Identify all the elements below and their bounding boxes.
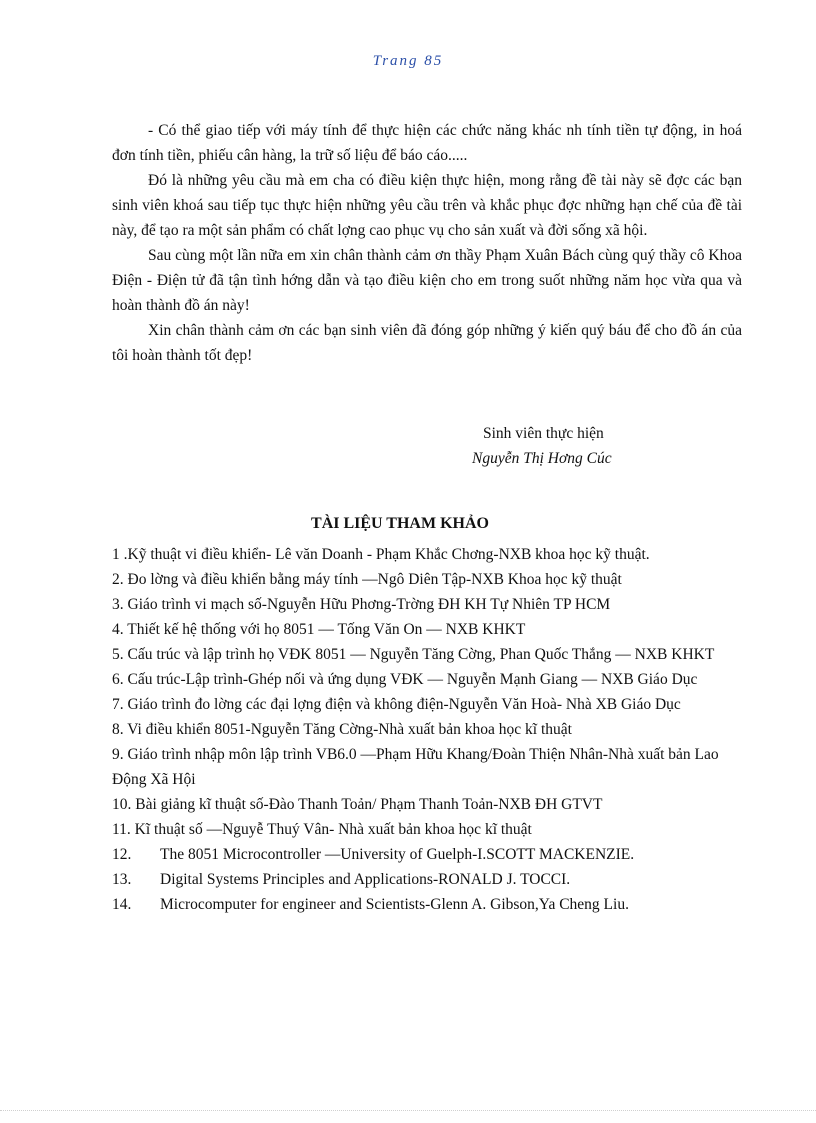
reference-item: 2. Đo lờng và điều khiển bằng máy tính —Ngô Diên Tập-NXB Khoa học kỹ thuật [112,571,622,588]
reference-item [112,867,742,892]
reference-item: 7. Giáo trình đo lờng các đại lợng điện và không điện-Nguyễn Văn Hoà- Nhà XB Giáo Dục [112,696,681,713]
reference-item: 11. Kĩ thuật số —Nguyễ Thuý Vân- Nhà xuất bản khoa học kĩ thuật [112,821,532,838]
reference-item: 3. Giáo trình vi mạch số-Nguyễn Hữu Phơng-Trờng ĐH KH Tự Nhiên TP HCM [112,596,611,613]
reference-item: 5. Cấu trúc và lập trình họ VĐK 8051 — Nguyễn Tăng Cờng, Phan Quốc Thắng — NXB KHKT [112,646,715,663]
reference-item [112,842,742,867]
reference-number: 12. [112,846,132,863]
reference-text: Microcomputer for engineer and Scientists-Glenn A. Gibson,Ya Cheng Liu. [160,896,629,913]
signature-block [472,421,612,471]
paragraph: - Có thể giao tiếp với máy tính để thực hiện các chức năng khác nh tính tiền tự động, in hoá đơn tính tiền, phiếu cân hàng, la trữ số liệu để báo cáo..... [112,122,742,164]
references-list [112,542,742,917]
reference-text: The 8051 Microcontroller —University of Guelph-I.SCOTT MACKENZIE. [160,846,635,863]
signature-title: Sinh viên thực hiện [483,425,604,442]
paragraph: Đó là những yêu cầu mà em cha có điều kiện thực hiện, mong rằng đề tài này sẽ đợc các bạn sinh viên khoá sau tiếp tục thực hiện những yêu cầu trên và khắc phục đợc những hạn chế của đề tài này, để tạo ra một sản phẩm có chất lợng cao phục vụ cho sản xuất và đời sống xã hội. [112,172,742,239]
paragraph: Xin chân thành cảm ơn các bạn sinh viên đã đóng góp những ý kiến quý báu để cho đồ án của tôi hoàn thành tốt đẹp! [112,322,742,364]
page-number-header: Trang 85 [372,53,444,69]
paragraph: Sau cùng một lần nữa em xin chân thành cảm ơn thầy Phạm Xuân Bách cùng quý thầy cô Khoa Điện - Điện tử đã tận tình hớng dẫn và tạo điều kiện cho em trong suốt những năm học vừa qua và hoàn thành đồ án này! [112,247,742,314]
reference-item: 4. Thiết kế hệ thống với họ 8051 — Tống Văn On — NXB KHKT [112,621,526,638]
reference-item: 1 .Kỹ thuật vi điều khiển- Lê văn Doanh - Phạm Khắc Chơng-NXB khoa học kỹ thuật. [112,546,650,563]
reference-item: 10. Bài giảng kĩ thuật số-Đào Thanh Toản/ Phạm Thanh Toản-NXB ĐH GTVT [112,796,603,813]
page-bottom-divider [0,1110,816,1111]
reference-item: 6. Cấu trúc-Lập trình-Ghép nối và ứng dụng VĐK — Nguyễn Mạnh Giang — NXB Giáo Dục [112,671,698,688]
reference-item [112,892,742,917]
reference-item: 9. Giáo trình nhập môn lập trình VB6.0 —Phạm Hữu Khang/Đoàn Thiện Nhân-Nhà xuất bản Lao Động Xã Hội [112,746,719,788]
body-text [112,118,742,368]
reference-item: 8. Vi điều khiển 8051-Nguyễn Tăng Cờng-Nhà xuất bản khoa học kĩ thuật [112,721,572,738]
reference-number: 13. [112,871,132,888]
signature-name: Nguyễn Thị Hơng Cúc [472,450,612,467]
reference-number: 14. [112,896,132,913]
reference-text: Digital Systems Principles and Applications-RONALD J. TOCCI. [160,871,571,888]
references-heading: TÀI LIỆU THAM KHẢO [311,515,489,532]
